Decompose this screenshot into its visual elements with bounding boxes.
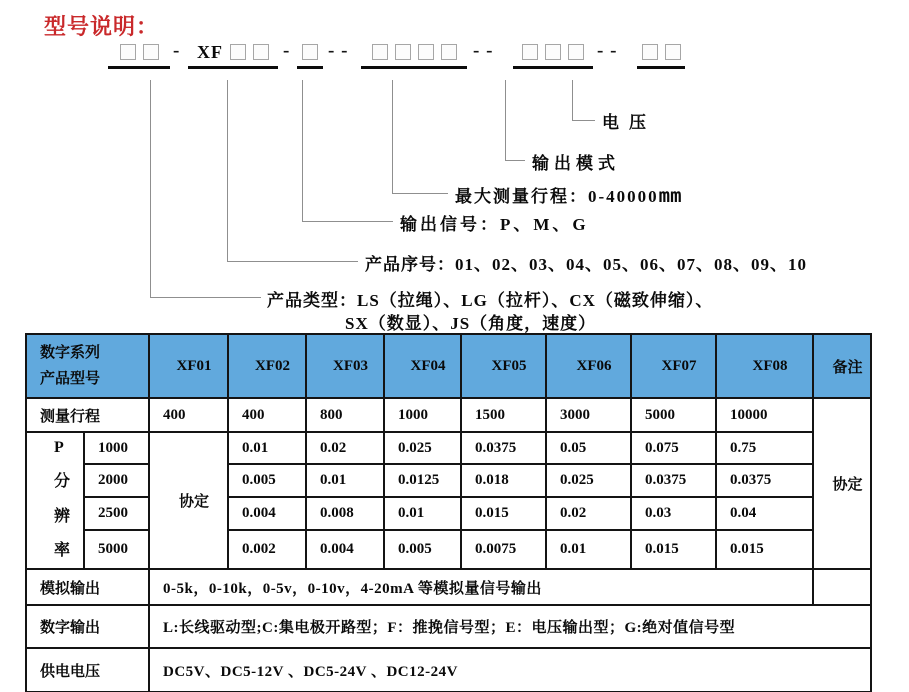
resolution-value: 0.075 [631,432,716,464]
header-xf07: XF07 [631,334,716,398]
header-model-series [26,334,149,398]
resolution-value: 0.025 [546,464,631,496]
model-char-box [302,44,318,60]
model-char-box [253,44,269,60]
resolution-value: 0.015 [461,497,546,530]
model-segment-output-signal [297,42,323,69]
resolution-char: 辨 [54,507,71,525]
label-voltage: 电压 [602,113,656,132]
resolution-value: 0.02 [306,432,384,464]
resolution-value: 0.0375 [631,464,716,496]
resolution-row-label: 2000 [84,464,149,496]
resolution-value: 0.005 [384,530,461,569]
analog-output-content: 0-5k，0-10k，0-5v，0-10v，4-20mA 等模拟量信号输出 [149,569,813,605]
resolution-value: 0.025 [384,432,461,464]
analog-output-note-empty [813,569,871,605]
resolution-value: 0.0075 [461,530,546,569]
travel-label: 测量行程 [26,398,149,432]
model-char-box [441,44,457,60]
resolution-group-label [26,432,84,569]
label-max-travel-unit: mm [658,185,682,207]
header-model-series-line2: 产品型号 [40,371,101,387]
resolution-value: 0.005 [228,464,306,496]
xf01-merged-value: 协定 [149,432,228,569]
spec-table [25,333,872,692]
model-char-box [642,44,658,60]
header-xf05: XF05 [461,334,546,398]
header-xf06: XF06 [546,334,631,398]
travel-value: 400 [149,398,228,432]
connector-line-voltage [572,80,595,121]
analog-output-label: 模拟输出 [26,569,149,605]
header-note: 备注 [813,334,871,398]
model-prefix-xf: XF [197,42,223,62]
resolution-value: 0.015 [631,530,716,569]
model-char-box [522,44,538,60]
model-separator: - [173,40,181,61]
travel-value: 800 [306,398,384,432]
resolution-value: 0.004 [228,497,306,530]
digital-output-row [26,605,871,648]
model-separator: - - [473,40,494,61]
model-segment-voltage [637,42,685,69]
digital-output-content: L:长线驱动型;C:集电极开路型；F：推挽信号型；E：电压输出型；G:绝对值信号型 [149,605,871,648]
travel-value: 3000 [546,398,631,432]
resolution-value: 0.008 [306,497,384,530]
header-xf08: XF08 [716,334,813,398]
connector-line-max-travel [392,80,448,194]
resolution-group-chars [40,433,81,568]
model-char-box [230,44,246,60]
resolution-row-1000 [26,432,871,464]
label-max-travel [455,182,682,207]
model-separator: - - [328,40,349,61]
page-title: 型号说明： [44,14,160,39]
model-char-box [545,44,561,60]
model-segment-product-type [108,42,170,69]
model-char-box [395,44,411,60]
power-voltage-content: DC5V、DC5-12V 、DC5-24V 、DC12-24V [149,648,871,692]
header-xf01: XF01 [149,334,228,398]
power-voltage-row [26,648,871,692]
model-char-box [568,44,584,60]
connector-line-output-mode [505,80,525,161]
resolution-char: 率 [54,541,71,559]
travel-row [26,398,871,432]
resolution-value: 0.0375 [461,432,546,464]
model-segment-max-travel [361,42,467,69]
resolution-row-label: 2500 [84,497,149,530]
resolution-value: 0.01 [306,464,384,496]
resolution-value: 0.0375 [716,464,813,496]
model-segment-series [188,42,278,69]
model-separator: - [283,40,291,61]
resolution-value: 0.05 [546,432,631,464]
model-char-box [418,44,434,60]
header-model-series-line1: 数字系列 [40,345,101,361]
model-segment-output-mode [513,42,593,69]
header-xf03: XF03 [306,334,384,398]
resolution-value: 0.02 [546,497,631,530]
resolution-row-label: 5000 [84,530,149,569]
connector-line-product-type [150,80,261,298]
label-product-series: 产品序号：01、02、03、04、05、06、07、08、09、10 [365,255,807,274]
label-output-mode: 输出模式 [532,154,620,173]
model-char-box [120,44,136,60]
resolution-value: 0.0125 [384,464,461,496]
model-char-box [372,44,388,60]
resolution-value: 0.03 [631,497,716,530]
label-output-signal: 输出信号：P、M、G [400,215,589,234]
model-char-box [143,44,159,60]
resolution-char: 分 [54,473,71,491]
travel-value: 1000 [384,398,461,432]
resolution-row-label: 1000 [84,432,149,464]
label-product-type-line1: 产品类型：LS（拉绳）、LG（拉杆）、CX（磁致伸缩）、 [267,291,714,310]
note-merged-value: 协定 [813,398,871,569]
analog-output-row [26,569,871,605]
model-separator: - - [597,40,618,61]
resolution-value: 0.75 [716,432,813,464]
travel-value: 400 [228,398,306,432]
resolution-char: P [54,439,64,456]
resolution-value: 0.04 [716,497,813,530]
header-xf04: XF04 [384,334,461,398]
resolution-value: 0.002 [228,530,306,569]
model-char-box [665,44,681,60]
travel-value: 1500 [461,398,546,432]
resolution-value: 0.01 [228,432,306,464]
resolution-value: 0.01 [546,530,631,569]
label-product-type-line2: SX（数显）、JS（角度，速度） [345,314,597,333]
resolution-value: 0.018 [461,464,546,496]
header-xf02: XF02 [228,334,306,398]
resolution-value: 0.015 [716,530,813,569]
power-voltage-label: 供电电压 [26,648,149,692]
resolution-value: 0.01 [384,497,461,530]
label-max-travel-text: 最大测量行程：0-40000 [455,187,659,206]
travel-value: 10000 [716,398,813,432]
resolution-value: 0.004 [306,530,384,569]
digital-output-label: 数字输出 [26,605,149,648]
table-header-row [26,334,871,398]
travel-value: 5000 [631,398,716,432]
